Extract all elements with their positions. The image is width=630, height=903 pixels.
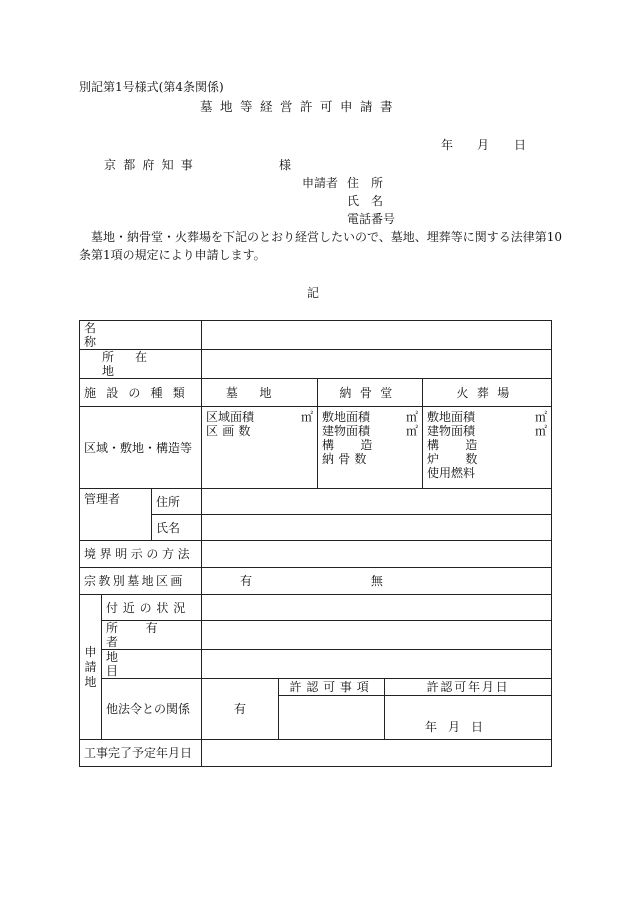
religious-label-cell [80, 568, 202, 595]
ki-heading: 記 [307, 286, 320, 300]
ossuary-structure-label: 構造 [322, 438, 399, 452]
permit-year-label: 年 [425, 720, 438, 734]
application-table [79, 320, 552, 767]
crematorium-header-text: 火葬場 [456, 385, 518, 400]
body-line-2: 条第1項の規定により申請します。 [79, 248, 266, 262]
manager-label-cell [80, 489, 152, 541]
crematorium-building-area-label: 建物面積 [427, 424, 476, 438]
crematorium-details[interactable] [423, 407, 552, 489]
location-field[interactable] [202, 350, 552, 379]
ossuary-count-label: 納骨数 [322, 452, 371, 466]
land-category-field[interactable] [202, 650, 552, 679]
honorific: 様 [279, 158, 292, 172]
manager-address-label: 住所 [156, 494, 181, 509]
ossuary-details[interactable] [318, 407, 423, 489]
unit-sqm-icon: ㎡ [535, 424, 548, 438]
permit-date-header [385, 679, 551, 696]
other-laws-label: 他法令との関係 [106, 702, 191, 716]
religious-label: 宗教別墓地区画 [84, 574, 185, 588]
name-label: 名称 [84, 321, 147, 349]
applicant-prefix: 申請者 [302, 176, 339, 190]
manager-name-label: 氏名 [156, 520, 181, 535]
unit-sqm-icon: ㎡ [535, 410, 548, 424]
manager-label: 管理者 [84, 492, 121, 506]
site-label-char-1: 申 [84, 644, 97, 659]
addressee: 京都府知事 [104, 158, 201, 172]
completion-label: 工事完了予定年月日 [84, 746, 193, 760]
cemetery-header [202, 379, 318, 407]
site-label-char-2: 請 [84, 659, 97, 674]
ossuary-header [318, 379, 423, 407]
name-field[interactable] [202, 321, 552, 350]
manager-name-label-cell [152, 515, 202, 541]
surroundings-label: 付近の状況 [106, 600, 191, 615]
crematorium-fuel-label: 使用燃料 [427, 466, 476, 480]
boundary-label: 境界明示の方法 [84, 547, 194, 561]
other-laws-yes-cell[interactable] [202, 679, 279, 740]
completion-field[interactable] [202, 740, 552, 767]
row-location-label [80, 350, 202, 379]
completion-label-cell [80, 740, 202, 767]
land-category-label-cell [102, 650, 202, 679]
ossuary-building-area-label: 建物面積 [322, 424, 371, 438]
ossuary-site-area-label: 敷地面積 [322, 410, 371, 424]
cemetery-details[interactable] [202, 407, 318, 489]
permit-date-field[interactable] [385, 696, 551, 739]
permit-items-header [279, 679, 384, 696]
location-label: 所在地 [102, 350, 169, 378]
religious-no[interactable]: 無 [370, 574, 383, 588]
owner-label-cell [102, 621, 202, 650]
religious-yes[interactable]: 有 [240, 574, 253, 588]
date-month-label: 月 [477, 138, 490, 152]
applicant-phone-label: 電話番号 [347, 212, 396, 226]
row-name-label [80, 321, 202, 350]
form-label: 別記第1号様式(第4条関係) [79, 80, 224, 94]
manager-address-field[interactable] [202, 489, 552, 515]
facility-type-label: 施設の種類 [84, 385, 196, 400]
unit-sqm-icon: ㎡ [406, 410, 419, 424]
cemetery-header-text: 墓地 [225, 385, 294, 400]
surroundings-field[interactable] [202, 595, 552, 621]
land-category-label: 地目 [106, 650, 182, 678]
boundary-label-cell [80, 541, 202, 568]
permit-month-label: 月 [448, 720, 461, 734]
owner-field[interactable] [202, 621, 552, 650]
cemetery-plots-label: 区画数 [206, 424, 255, 438]
permit-date-label: 許認可年月日 [426, 680, 510, 694]
crematorium-header [423, 379, 552, 407]
unit-sqm-icon: ㎡ [406, 424, 419, 438]
ossuary-header-text: 納骨堂 [339, 385, 401, 400]
crematorium-furnace-label: 炉数 [427, 452, 504, 466]
permit-day-label: 日 [471, 720, 484, 734]
cemetery-area-label: 区域面積 [206, 410, 255, 424]
owner-label: 所有者 [106, 621, 186, 649]
permit-subtable-cell [279, 679, 552, 740]
date-day-label: 日 [514, 138, 527, 152]
body-line-1: 墓地・納骨堂・火葬場を下記のとおり経営したいので、墓地、埋葬等に関する法律第10 [91, 230, 563, 244]
date-year-label: 年 [441, 138, 454, 152]
permit-items-label: 許認可事項 [289, 680, 374, 694]
boundary-field[interactable] [202, 541, 552, 568]
religious-options[interactable] [202, 568, 552, 595]
applicant-name-label: 氏 名 [347, 194, 384, 208]
area-label-cell [80, 407, 202, 489]
area-label: 区域・敷地・構造等 [84, 440, 193, 455]
other-laws-yes[interactable]: 有 [234, 702, 247, 716]
other-laws-label-cell [102, 679, 202, 740]
site-label-cell [80, 595, 102, 740]
row-facility-type-label [80, 379, 202, 407]
crematorium-structure-label: 構造 [427, 438, 504, 452]
crematorium-site-area-label: 敷地面積 [427, 410, 476, 424]
surroundings-label-cell [102, 595, 202, 621]
permit-items-field[interactable] [279, 696, 384, 739]
applicant-address-label: 住 所 [347, 176, 384, 190]
manager-name-field[interactable] [202, 515, 552, 541]
page-title: 墓地等経営許可申請書 [200, 99, 401, 114]
manager-address-label-cell [152, 489, 202, 515]
unit-sqm-icon: ㎡ [301, 410, 314, 424]
site-label-char-3: 地 [84, 674, 97, 689]
